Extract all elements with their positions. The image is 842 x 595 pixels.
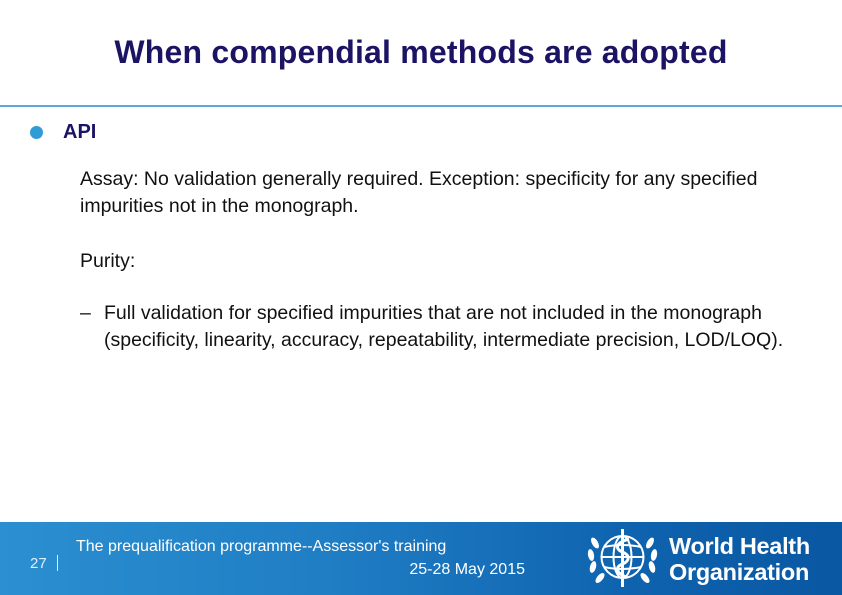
assay-paragraph: Assay: No validation generally required. Exception: specificity for any specified impurities not in the monograph. bbox=[80, 168, 758, 217]
bullet-dot-icon bbox=[30, 126, 43, 139]
who-logo-line2: Organization bbox=[669, 559, 810, 585]
footer-programme-text: The prequalification programme--Assessor's training bbox=[76, 538, 447, 555]
purity-label: Purity: bbox=[80, 250, 136, 272]
who-logo-text bbox=[669, 533, 834, 585]
footer-band bbox=[0, 522, 842, 595]
who-emblem-icon bbox=[585, 525, 660, 591]
title-divider bbox=[0, 105, 842, 107]
footer-date-text: 25-28 May 2015 bbox=[409, 561, 525, 578]
page-number-separator bbox=[57, 555, 58, 571]
who-logo-line1: World Health bbox=[669, 533, 810, 559]
slide-title: When compendial methods are adopted bbox=[114, 34, 728, 70]
page-number: 27 bbox=[30, 555, 47, 572]
bullet-label: API bbox=[63, 120, 97, 143]
bullet-api bbox=[30, 120, 96, 144]
sub-bullet-text: Full validation for specified impurities that are not included in the monograph (specificity, linearity, accuracy, repeatability, intermediate precision, LOD/LOQ). bbox=[104, 302, 784, 351]
dash-marker: – bbox=[80, 302, 91, 324]
sub-bullet-item bbox=[80, 300, 800, 354]
